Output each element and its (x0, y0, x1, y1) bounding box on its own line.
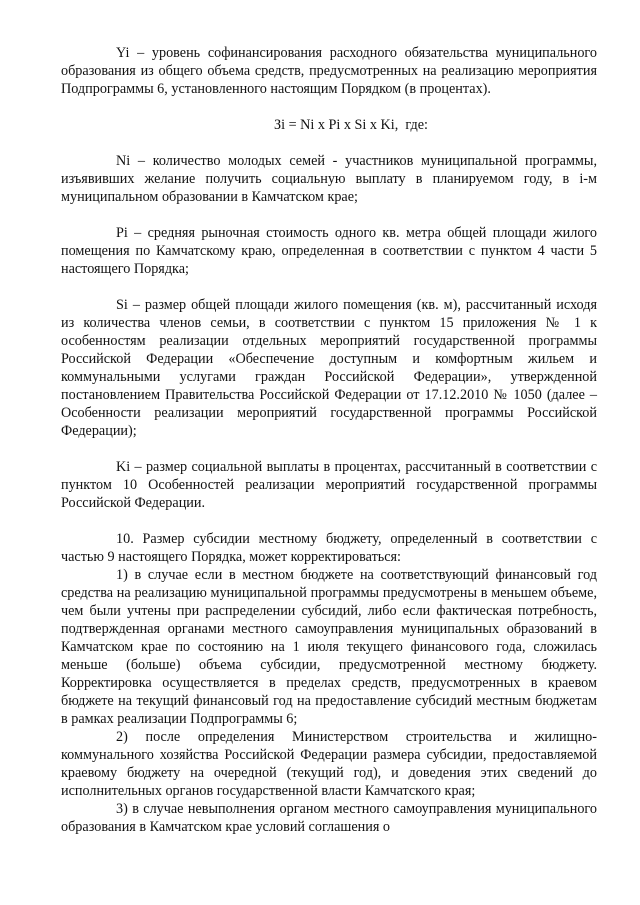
paragraph-ki-definition: Ki – размер социальной выплаты в процентах, рассчитанный в соответствии с пунктом 10 Особенностей реализации мероприятий государственной программы Российской Федерации. (61, 459, 597, 511)
paragraph-si-definition: Si – размер общей площади жилого помещения (кв. м), рассчитанный исходя из количества членов семьи, в соответствии с пунктом 15 приложения № 1 к особенностям реализации отдельных мероприятий государственной программы Российской Федерации «Обеспечение доступным и комфортным жильем и коммунальными услугами граждан Российской Федерации», утвержденной постановлением Правительства Российской Федерации от 17.12.2010 № 1050 (далее – Особенности реализации мероприятий государственной программы Российской Федерации); (61, 297, 597, 439)
paragraph-pi-definition: Pi – средняя рыночная стоимость одного кв. метра общей площади жилого помещения по Камчатскому краю, определенная в соответствии с пунктом 4 части 5 настоящего Порядка; (61, 225, 597, 277)
formula-line: Зi = Ni x Pi x Si x Ki, где: (274, 117, 428, 133)
paragraph-ni-definition: Ni – количество молодых семей - участников муниципальной программы, изъявивших желание получить социальную выплату в планируемом году, в i-м муниципальном образовании в Камчатском крае; (61, 153, 597, 205)
paragraph-item-10: 10. Размер субсидии местному бюджету, определенный в соответствии с частью 9 настоящего Порядка, может корректироваться: (61, 531, 597, 565)
paragraph-yi-definition: Yi – уровень софинансирования расходного обязательства муниципального образования из общего объема средств, предусмотренных на реализацию мероприятия Подпрограммы 6, установленного настоящим Порядком (в процентах). (61, 45, 597, 97)
paragraph-item-10-3: 3) в случае невыполнения органом местного самоуправления муниципального образования в Камчатском крае условий соглашения о (61, 801, 597, 835)
document-page (61, 44, 597, 836)
paragraph-item-10-1: 1) в случае если в местном бюджете на соответствующий финансовый год средства на реализацию муниципальной программы предусмотрены в меньшем объеме, чем были учтены при распределении субсидий, либо если фактическая потребность, подтвержденная органами местного самоуправления муниципальных образований в Камчатском крае по состоянию на 1 июля текущего финансового года, сложилась меньше (больше) объема субсидии, предусмотренной местному бюджету. Корректировка осуществляется в пределах средств, предусмотренных в краевом бюджете на текущий финансовый год на предоставление субсидий местным бюджетам в рамках реализации Подпрограммы 6; (61, 567, 597, 727)
paragraph-item-10-2: 2) после определения Министерством строительства и жилищно-коммунального хозяйства Российской Федерации размера субсидии, предоставляемой краевому бюджету на очередной (текущий год), и доведения этих сведений до исполнительных органов государственной власти Камчатского края; (61, 729, 597, 799)
